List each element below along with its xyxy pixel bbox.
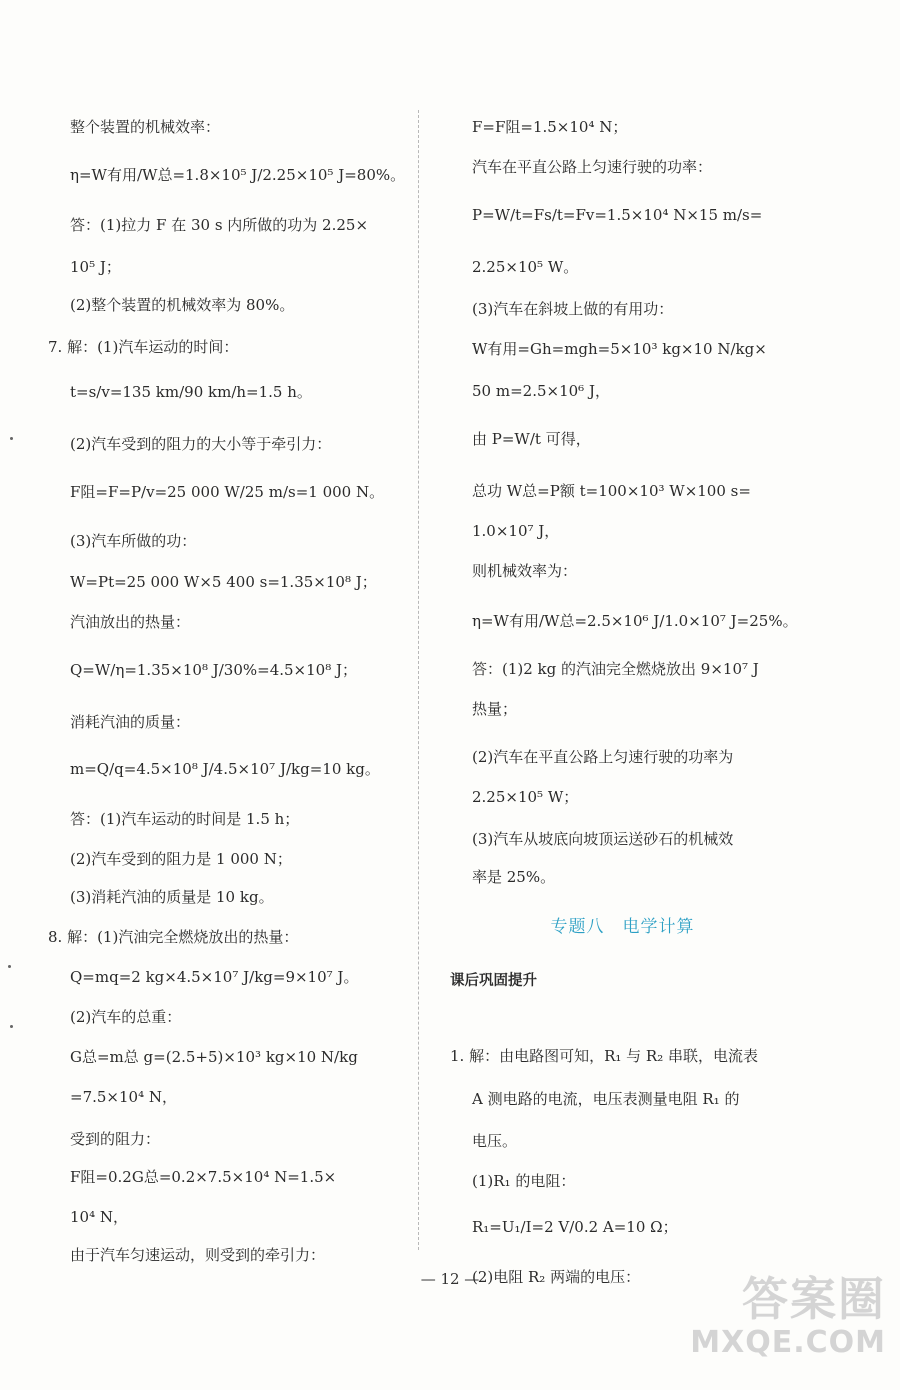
solution-line: (1)R₁ 的电阻： [472, 1172, 576, 1190]
solution-line: 50 m=2.5×10⁶ J， [472, 382, 610, 400]
solution-line: 答：(1)汽车运动的时间是 1.5 h； [70, 810, 300, 828]
solution-line: (2)汽车受到的阻力是 1 000 N； [70, 850, 292, 868]
solution-line: (2)整个装置的机械效率为 80%。 [70, 296, 295, 314]
solution-line: 电压。 [472, 1132, 518, 1150]
solution-line: (3)消耗汽油的质量是 10 kg。 [70, 888, 274, 906]
solution-line: 整个装置的机械效率： [70, 118, 221, 136]
solution-line: η=W有用/W总=2.5×10⁶ J/1.0×10⁷ J=25%。 [472, 612, 798, 630]
scan-mark [8, 965, 11, 968]
solution-line: 2.25×10⁵ W。 [472, 258, 579, 276]
solution-line: η=W有用/W总=1.8×10⁵ J/2.25×10⁵ J=80%。 [70, 166, 406, 184]
solution-line: W有用=Gh=mgh=5×10³ kg×10 N/kg× [472, 340, 767, 358]
solution-line: 由于汽车匀速运动，则受到的牵引力： [70, 1246, 326, 1264]
solution-line: F阻=0.2G总=0.2×7.5×10⁴ N=1.5× [70, 1168, 337, 1186]
solution-line: 10⁵ J； [70, 258, 121, 276]
solution-line: 总功 W总=P额 t=100×10³ W×100 s= [472, 482, 751, 500]
solution-line: (3)汽车在斜坡上做的有用功： [472, 300, 674, 318]
solution-line: Q=W/η=1.35×10⁸ J/30%=4.5×10⁸ J； [70, 661, 358, 679]
solution-line: P=W/t=Fs/t=Fv=1.5×10⁴ N×15 m/s= [472, 206, 763, 224]
solution-line: (3)汽车所做的功： [70, 532, 197, 550]
solution-line: 8. 解：(1)汽油完全燃烧放出的热量： [48, 928, 299, 946]
solution-line: 汽车在平直公路上匀速行驶的功率： [472, 158, 713, 176]
watermark-bottom: MXQE.COM [690, 1325, 886, 1360]
watermark-top: 答案圈 [742, 1272, 886, 1326]
solution-line: (3)汽车从坡底向坡顶运送砂石的机械效 [472, 830, 734, 848]
solution-line: W=Pt=25 000 W×5 400 s=1.35×10⁸ J； [70, 573, 377, 591]
subsection-title: 课后巩固提升 [450, 973, 537, 989]
solution-line: 10⁴ N， [70, 1208, 128, 1226]
solution-line: 汽油放出的热量： [70, 613, 191, 631]
solution-line: Q=mq=2 kg×4.5×10⁷ J/kg=9×10⁷ J。 [70, 968, 359, 986]
solution-line: F阻=F=P/v=25 000 W/25 m/s=1 000 N。 [70, 483, 385, 501]
solution-line: 2.25×10⁵ W； [472, 788, 579, 806]
solution-line: 1.0×10⁷ J， [472, 522, 560, 540]
solution-line: 由 P=W/t 可得， [472, 430, 591, 448]
solution-line: 消耗汽油的质量： [70, 713, 191, 731]
solution-line: 率是 25%。 [472, 868, 556, 886]
watermark-logo [686, 1272, 886, 1382]
column-divider [418, 110, 419, 1250]
scan-mark [10, 437, 13, 440]
solution-line: 热量； [472, 700, 518, 718]
solution-line: m=Q/q=4.5×10⁸ J/4.5×10⁷ J/kg=10 kg。 [70, 760, 380, 778]
solution-line: 受到的阻力： [70, 1130, 161, 1148]
solution-line: (2)汽车在平直公路上匀速行驶的功率为 [472, 748, 734, 766]
solution-line: R₁=U₁/I=2 V/0.2 A=10 Ω； [472, 1218, 678, 1236]
solution-line: (2)汽车受到的阻力的大小等于牵引力： [70, 435, 332, 453]
solution-line: G总=m总 g=(2.5+5)×10³ kg×10 N/kg [70, 1048, 358, 1066]
solution-line: (2)电阻 R₂ 两端的电压： [472, 1268, 641, 1286]
page-number: — 12 — [420, 1270, 480, 1288]
solution-line: 则机械效率为： [472, 562, 578, 580]
solution-line: 1. 解：由电路图可知，R₁ 与 R₂ 串联，电流表 [450, 1047, 758, 1065]
solution-line: 答：(1)2 kg 的汽油完全燃烧放出 9×10⁷ J [472, 660, 759, 678]
solution-line: F=F阻=1.5×10⁴ N； [472, 118, 628, 136]
solution-line: 7. 解：(1)汽车运动的时间： [48, 338, 239, 356]
solution-line: t=s/v=135 km/90 km/h=1.5 h。 [70, 383, 312, 401]
solution-line: (2)汽车的总重： [70, 1008, 182, 1026]
scan-mark [10, 1025, 13, 1028]
section-title: 专题八 电学计算 [550, 917, 695, 937]
solution-line: =7.5×10⁴ N， [70, 1088, 177, 1106]
solution-line: A 测电路的电流，电压表测量电阻 R₁ 的 [472, 1090, 740, 1108]
solution-line: 答：(1)拉力 F 在 30 s 内所做的功为 2.25× [70, 216, 369, 234]
